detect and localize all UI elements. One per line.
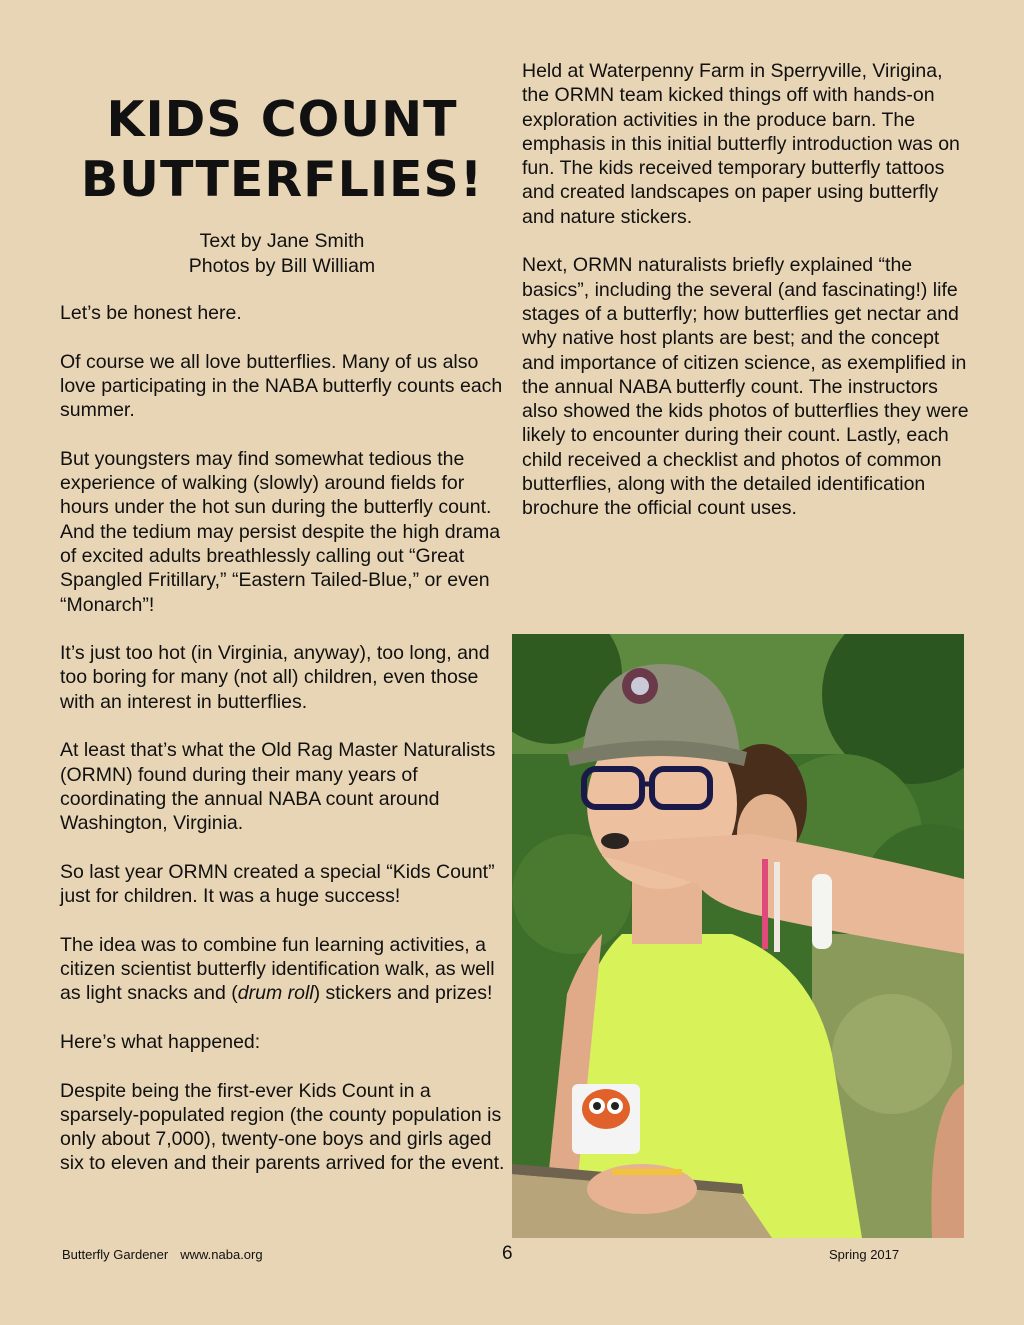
paragraph: But youngsters may find somewhat tedious the experience of walking (slowly) around fields for hours under the hot sun during the butterfly count. And the tedium may persist despite the high drama of excited adults breathlessly calling out “Great Spangled Fritillary,” “Eastern Tailed-Blue,” or even “Monarch”! — [60, 447, 501, 616]
title-line-1: KIDS COUNT — [106, 91, 458, 148]
paragraph: Held at Waterpenny Farm in Sperryville, Virigina, the ORMN team kicked things off with hands-on exploration activities in the produce barn. The emphasis in this initial butterfly introduction was on fun. The kids received temporary butterfly tattoos and created landscapes on paper using butterfly and nature stickers. — [522, 60, 960, 228]
paragraph: It’s just too hot (in Virginia, anyway), too long, and too boring for many (not all) children, even those with an interest in butterflies. — [60, 642, 490, 713]
page-number: 6 — [502, 1243, 513, 1264]
page-footer — [0, 1243, 1024, 1267]
paragraph-idea-end: ) stickers and prizes! — [313, 982, 493, 1005]
paragraph-idea-start: The idea was to combine fun learning activities, a citizen scientist butterfly identification walk, as well as light snacks and ( — [60, 933, 495, 1005]
text-credit: Text by Jane Smith — [199, 230, 365, 252]
paragraph: At least that’s what the Old Rag Master Naturalists (ORMN) found during their many years of coordinating the annual NABA count around Washington, Virginia. — [60, 739, 496, 835]
byline — [60, 229, 504, 278]
left-column — [60, 301, 505, 1200]
paragraph: So last year ORMN created a special “Kids Count” just for children. It was a huge success! — [60, 860, 495, 908]
article-photo — [512, 634, 964, 1238]
paragraph: Let’s be honest here. — [60, 302, 242, 324]
publication-name: Butterfly Gardener — [62, 1247, 169, 1262]
paragraph-idea-italic: drum roll — [237, 982, 314, 1005]
title-line-2: BUTTERFLIES! — [80, 151, 484, 208]
paragraph-idea — [60, 933, 505, 1006]
paragraph: Here’s what happened: — [60, 1030, 261, 1053]
right-column — [522, 59, 972, 545]
photo-credit: Photos by Bill William — [188, 254, 376, 277]
paragraph: Despite being the first-ever Kids Count in a sparsely-populated region (the county population is only about 7,000), twenty-one boys and girls aged six to eleven and their parents arrived for the event. — [60, 1079, 505, 1175]
paragraph: Next, ORMN naturalists briefly explained “the basics”, including the several (and fascinating!) life stages of a butterfly; how butterflies get nectar and why native host plants are best; and the concept and importance of citizen science, as exemplified in the annual NABA butterfly count. The instructors also showed the kids photos of butterflies they were likely to encounter during their count. Lastly, each child received a checklist and photos of common butterflies, along with the detailed identification brochure the official count uses. — [522, 254, 969, 520]
issue-date: Spring 2017 — [829, 1247, 900, 1262]
article-title — [60, 90, 504, 210]
footer-left — [62, 1247, 263, 1262]
paragraph: Of course we all love butterflies. Many of us also love participating in the NABA butterfly counts each summer. — [60, 350, 503, 422]
website-link[interactable]: www.naba.org — [180, 1247, 263, 1262]
